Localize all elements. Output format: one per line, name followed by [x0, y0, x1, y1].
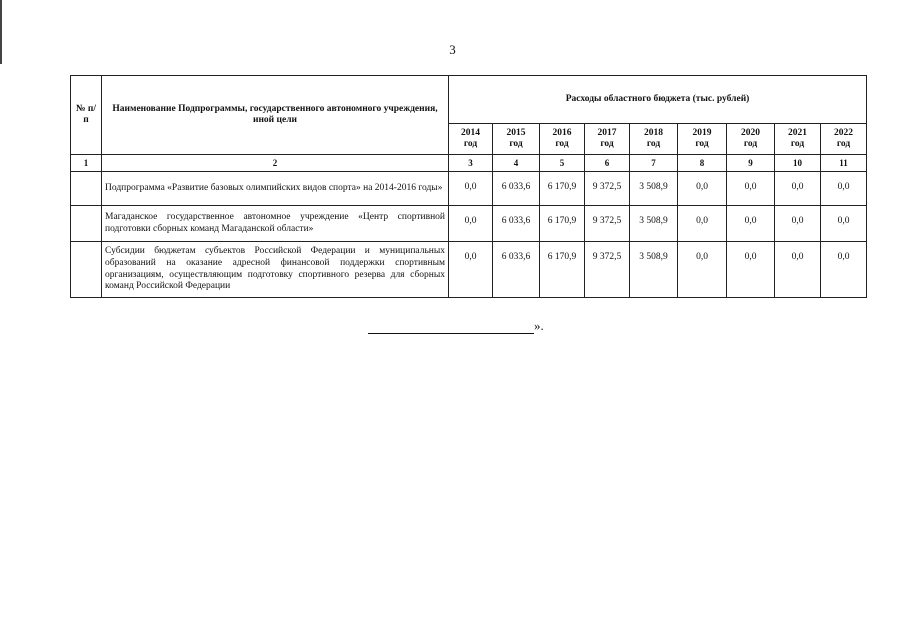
row-name-cell: Подпрограмма «Развитие базовых олимпийских видов спорта» на 2014-2016 годы»	[102, 172, 449, 206]
row-number-cell	[71, 206, 102, 242]
row-name-cell: Субсидии бюджетам субъектов Российской Федерации и муниципальных образований на оказание адресной финансовой поддержки спортивным организациям, осуществляющим подготовку спортивного резерва для сборных команд Российской Федерации	[102, 242, 449, 298]
signature-underline	[368, 321, 534, 334]
header-budget-group: Расходы областного бюджета (тыс. рублей)	[449, 76, 867, 124]
row-number-cell	[71, 242, 102, 298]
row-value-cell: 0,0	[449, 172, 493, 206]
year-unit: год	[463, 139, 478, 149]
year-unit: год	[790, 139, 805, 149]
row-value-cell: 0,0	[775, 206, 821, 242]
row-value-cell: 0,0	[821, 172, 867, 206]
header-year	[493, 124, 540, 155]
header-year	[727, 124, 775, 155]
header-year	[449, 124, 493, 155]
column-number: 3	[449, 155, 493, 172]
row-value-cell: 9 372,5	[585, 242, 630, 298]
header-year	[775, 124, 821, 155]
year-unit: год	[646, 139, 661, 149]
row-value-cell: 6 170,9	[540, 242, 585, 298]
table-row	[71, 172, 867, 206]
header-name: Наименование Подпрограммы, государственного автономного учреждения, иной цели	[102, 76, 449, 155]
column-number: 1	[71, 155, 102, 172]
row-value-cell: 6 033,6	[493, 242, 540, 298]
year-unit: год	[509, 139, 523, 149]
header-year	[821, 124, 867, 155]
year-value: 2020	[741, 127, 760, 138]
row-value-cell: 0,0	[775, 172, 821, 206]
row-value-cell: 6 033,6	[493, 206, 540, 242]
page-number: 3	[449, 42, 456, 57]
year-unit: год	[555, 139, 569, 149]
header-row-number: № п/п	[71, 76, 102, 155]
row-value-cell: 3 508,9	[630, 172, 678, 206]
row-value-cell: 0,0	[821, 206, 867, 242]
row-value-cell: 3 508,9	[630, 206, 678, 242]
row-value-cell: 0,0	[727, 242, 775, 298]
closing-line	[368, 318, 544, 334]
column-number: 5	[540, 155, 585, 172]
year-value: 2014	[461, 127, 480, 138]
year-value: 2021	[788, 127, 807, 138]
header-year	[540, 124, 585, 155]
header-year	[630, 124, 678, 155]
table-row	[71, 206, 867, 242]
row-value-cell: 6 170,9	[540, 206, 585, 242]
row-value-cell: 0,0	[678, 242, 727, 298]
year-value: 2017	[597, 127, 617, 138]
budget-table	[70, 75, 867, 298]
table-row	[71, 242, 867, 298]
column-number: 6	[585, 155, 630, 172]
column-number: 4	[493, 155, 540, 172]
row-name-cell: Магаданское государственное автономное учреждение «Центр спортивной подготовки сборных команд Магаданской области»	[102, 206, 449, 242]
year-unit: год	[600, 139, 614, 149]
row-value-cell: 0,0	[449, 242, 493, 298]
header-year	[678, 124, 727, 155]
header-year	[585, 124, 630, 155]
year-value: 2022	[834, 127, 854, 138]
column-number: 9	[727, 155, 775, 172]
row-value-cell: 6 033,6	[493, 172, 540, 206]
row-value-cell: 0,0	[821, 242, 867, 298]
year-value: 2018	[644, 127, 663, 138]
row-value-cell: 9 372,5	[585, 172, 630, 206]
row-value-cell: 0,0	[727, 206, 775, 242]
year-unit: год	[743, 139, 758, 149]
year-value: 2015	[506, 127, 526, 138]
column-number: 2	[102, 155, 449, 172]
closing-quote: ».	[534, 318, 544, 333]
row-value-cell: 0,0	[727, 172, 775, 206]
row-number-cell	[71, 172, 102, 206]
column-number: 10	[775, 155, 821, 172]
row-value-cell: 0,0	[678, 206, 727, 242]
year-unit: год	[836, 139, 851, 149]
column-number: 11	[821, 155, 867, 172]
row-value-cell: 0,0	[449, 206, 493, 242]
row-value-cell: 0,0	[678, 172, 727, 206]
row-value-cell: 3 508,9	[630, 242, 678, 298]
column-number: 8	[678, 155, 727, 172]
year-unit: год	[695, 139, 709, 149]
row-value-cell: 9 372,5	[585, 206, 630, 242]
year-value: 2019	[692, 127, 712, 138]
row-value-cell: 0,0	[775, 242, 821, 298]
row-value-cell: 6 170,9	[540, 172, 585, 206]
year-value: 2016	[552, 127, 572, 138]
column-number: 7	[630, 155, 678, 172]
